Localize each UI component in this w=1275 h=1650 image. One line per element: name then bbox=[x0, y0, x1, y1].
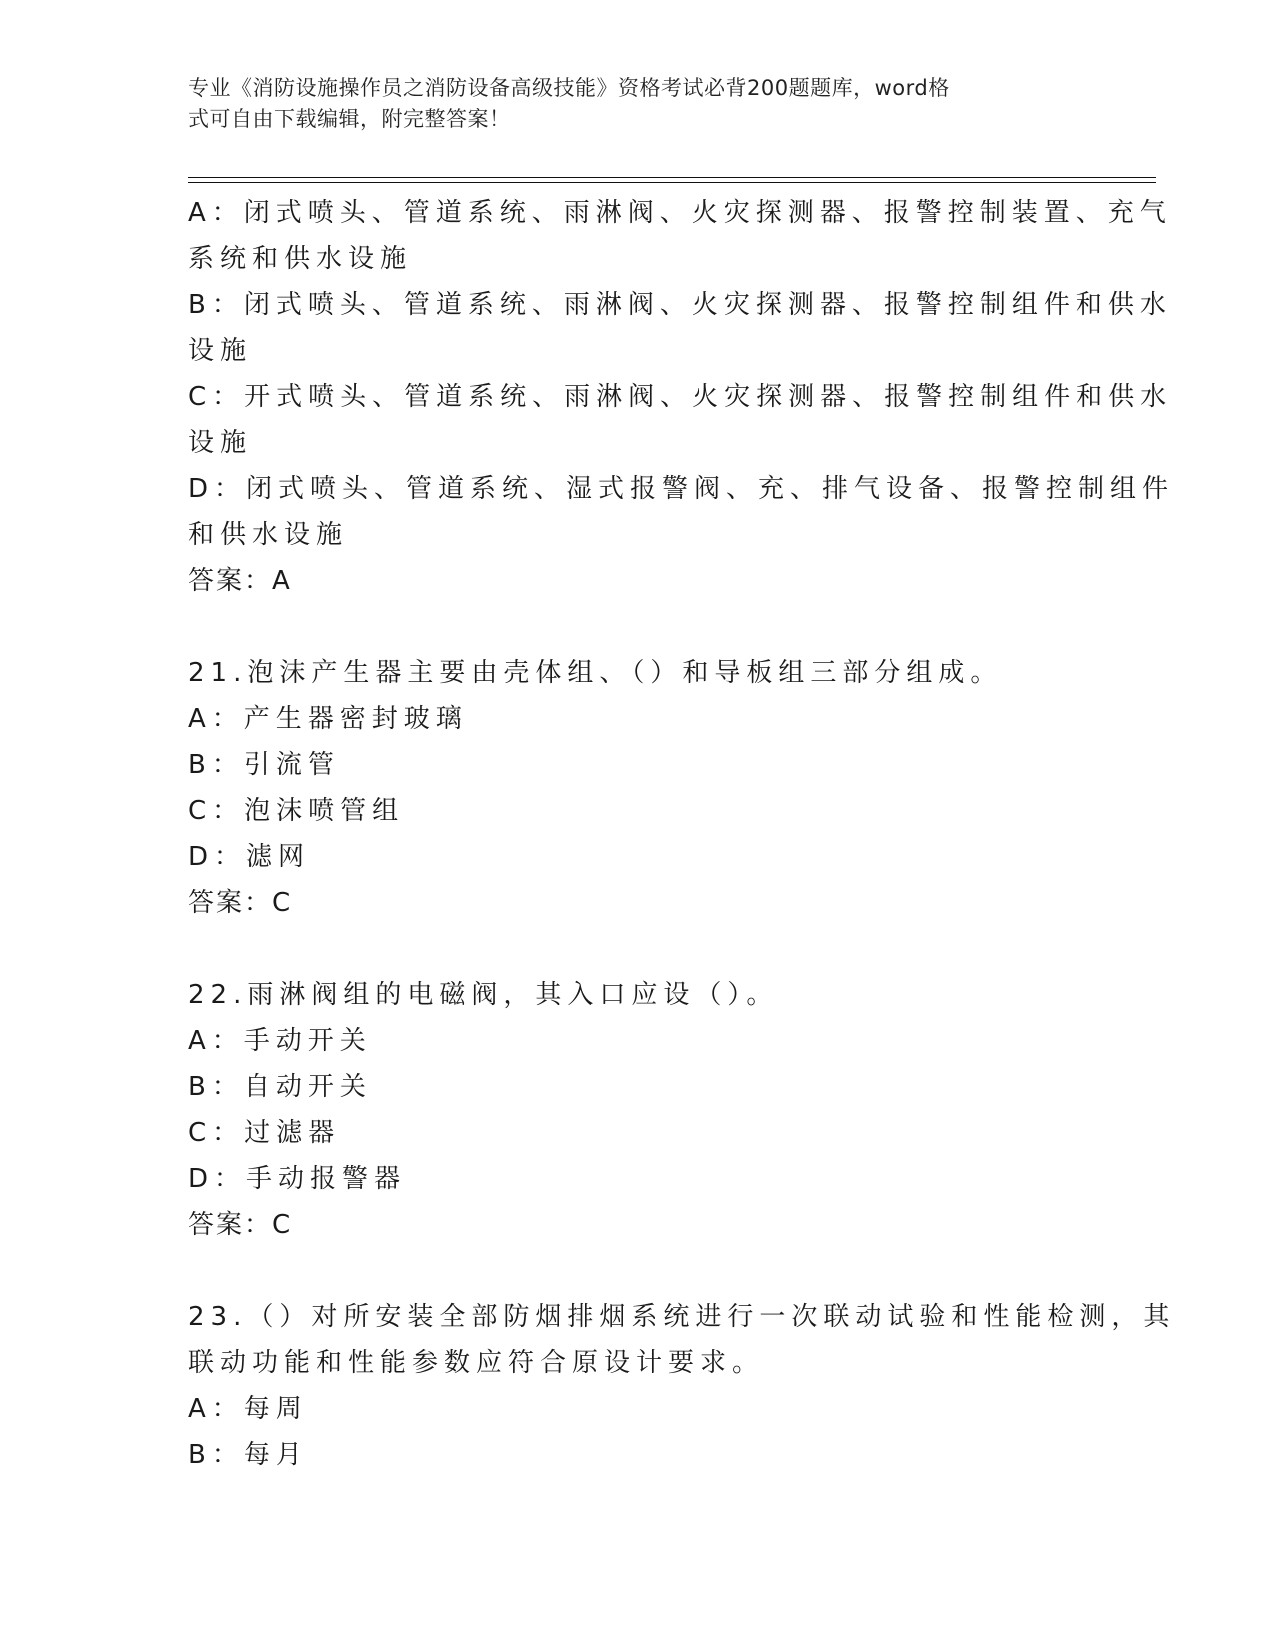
option-a: A：手动开关 bbox=[188, 1026, 372, 1056]
option-c: C：泡沫喷管组 bbox=[188, 796, 405, 826]
document-header bbox=[188, 73, 1068, 135]
question-text: 21.泡沫产生器主要由壳体组、（）和导板组三部分组成。 bbox=[188, 658, 1003, 688]
option-a-continued: 系统和供水设施 bbox=[188, 244, 413, 274]
question-list bbox=[188, 190, 1176, 1478]
option-b: B：每月 bbox=[188, 1440, 308, 1470]
header-divider-top bbox=[188, 177, 1156, 178]
option-b: B：闭式喷头、管道系统、雨淋阀、火灾探测器、报警控制组件和供水 bbox=[188, 290, 1172, 320]
option-b: B：引流管 bbox=[188, 750, 340, 780]
option-a: A：产生器密封玻璃 bbox=[188, 704, 468, 734]
question-text: 23.（）对所安装全部防烟排烟系统进行一次联动试验和性能检测，其 bbox=[188, 1302, 1176, 1332]
option-a: A：闭式喷头、管道系统、雨淋阀、火灾探测器、报警控制装置、充气 bbox=[188, 198, 1172, 228]
option-d: D：滤网 bbox=[188, 842, 311, 872]
header-title-line-2: 式可自由下载编辑，附完整答案！ bbox=[188, 107, 511, 131]
question-text-continued: 联动功能和性能参数应符合原设计要求。 bbox=[188, 1348, 765, 1378]
option-c: C：过滤器 bbox=[188, 1118, 341, 1148]
option-d: D：手动报警器 bbox=[188, 1164, 407, 1194]
question-20-continued bbox=[188, 190, 1175, 604]
question-22 bbox=[188, 972, 1088, 1248]
option-a: A：每周 bbox=[188, 1394, 308, 1424]
question-21 bbox=[188, 650, 1088, 926]
question-spacer bbox=[188, 1248, 1088, 1294]
question-spacer bbox=[188, 604, 1088, 650]
option-b-continued: 设施 bbox=[188, 336, 253, 366]
question-spacer bbox=[188, 926, 1088, 972]
option-c: C：开式喷头、管道系统、雨淋阀、火灾探测器、报警控制组件和供水 bbox=[188, 382, 1173, 412]
option-d-continued: 和供水设施 bbox=[188, 520, 349, 550]
answer-line: 答案：C bbox=[188, 1210, 293, 1240]
option-b: B：自动开关 bbox=[188, 1072, 372, 1102]
answer-line: 答案：C bbox=[188, 888, 293, 918]
answer-line: 答案：A bbox=[188, 566, 292, 596]
option-d: D：闭式喷头、管道系统、湿式报警阀、充、排气设备、报警控制组件 bbox=[188, 474, 1175, 504]
option-c-continued: 设施 bbox=[188, 428, 253, 458]
question-text: 22.雨淋阀组的电磁阀，其入口应设（）。 bbox=[188, 980, 779, 1010]
header-divider-bottom bbox=[188, 182, 1156, 183]
question-23 bbox=[188, 1294, 1176, 1478]
header-title-line-1: 专业《消防设施操作员之消防设备高级技能》资格考试必背200题题库，word格 bbox=[188, 76, 950, 100]
